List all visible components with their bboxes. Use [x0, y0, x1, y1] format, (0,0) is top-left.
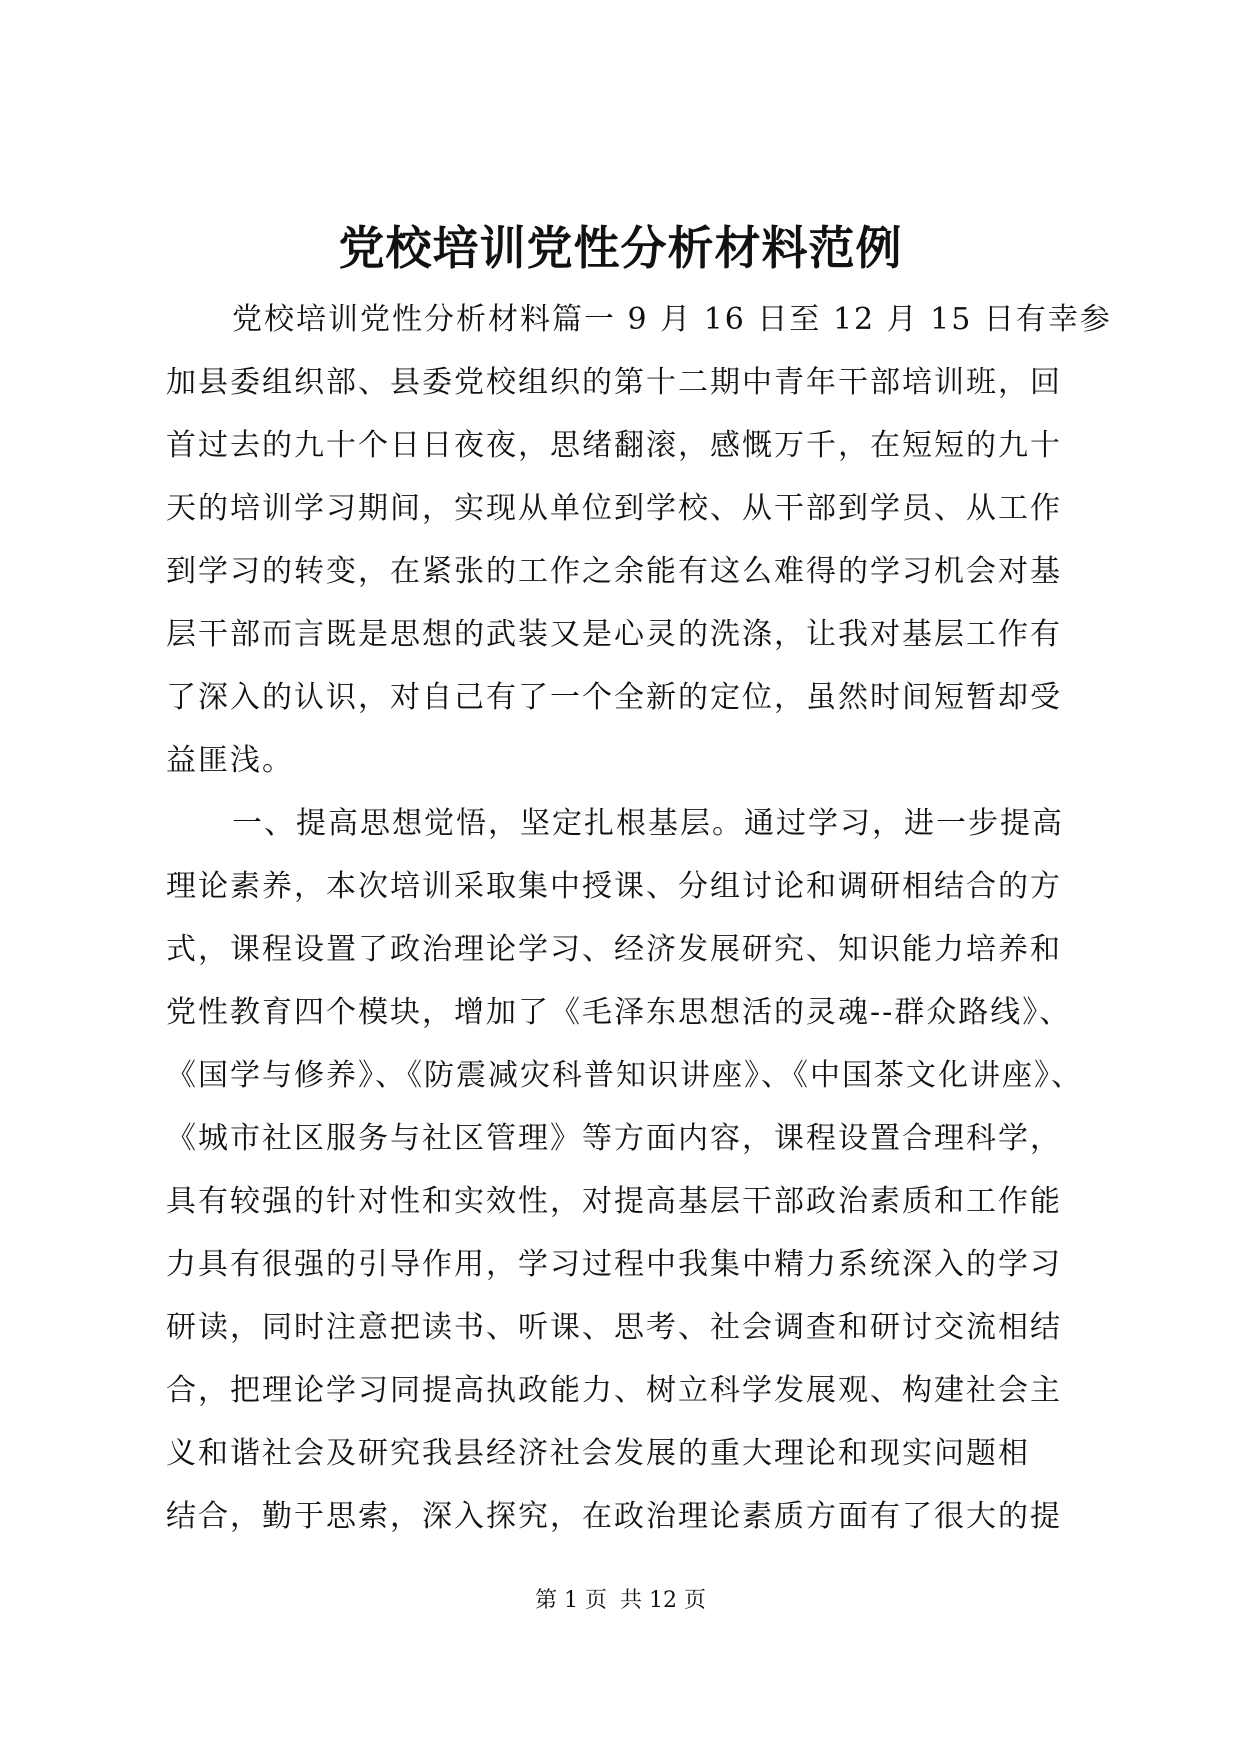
paragraph-line: 加县委组织部、县委党校组织的第十二期中青年干部培训班，回	[166, 365, 1062, 400]
paragraph-line: 益匪浅。	[166, 743, 294, 778]
paragraph-line: 结合，勤于思索，深入探究，在政治理论素质方面有了很大的提	[166, 1499, 1062, 1534]
paragraph-line: 具有较强的针对性和实效性，对提高基层干部政治素质和工作能	[166, 1184, 1062, 1219]
paragraph-line: 义和谐社会及研究我县经济社会发展的重大理论和现实问题相	[166, 1436, 1030, 1471]
document-title: 党校培训党性分析材料范例	[338, 221, 903, 275]
paragraph-line: 《城市社区服务与社区管理》等方面内容，课程设置合理科学，	[166, 1121, 1062, 1156]
paragraph-line: 了深入的认识，对自己有了一个全新的定位，虽然时间短暂却受	[166, 680, 1062, 715]
paragraph-line: 党性教育四个模块，增加了《毛泽东思想活的灵魂--群众路线》、	[166, 995, 1072, 1030]
paragraph-line: 研读，同时注意把读书、听课、思考、社会调查和研讨交流相结	[166, 1310, 1062, 1345]
document-body	[166, 288, 1112, 1548]
paragraph-line: 力具有很强的引导作用，学习过程中我集中精力系统深入的学习	[166, 1247, 1062, 1282]
paragraph-line: 理论素养，本次培训采取集中授课、分组讨论和调研相结合的方	[166, 869, 1062, 904]
paragraph-line: 到学习的转变，在紧张的工作之余能有这么难得的学习机会对基	[166, 554, 1062, 589]
page-footer	[0, 1586, 1241, 1616]
paragraph-line: 层干部而言既是思想的武装又是心灵的洗涤，让我对基层工作有	[166, 617, 1062, 652]
paragraph-line: 《国学与修养》、《防震减灾科普知识讲座》、《中国茶文化讲座》、	[166, 1058, 1083, 1093]
paragraph-line: 式，课程设置了政治理论学习、经济发展研究、知识能力培养和	[166, 932, 1062, 967]
paragraph-line: 党校培训党性分析材料篇一 9 月 16 日至 12 月 15 日有幸参	[232, 302, 1112, 337]
paragraph-line: 一、提高思想觉悟，坚定扎根基层。通过学习，进一步提高	[232, 806, 1064, 841]
paragraph-line: 首过去的九十个日日夜夜，思绪翻滚，感慨万千，在短短的九十	[166, 428, 1062, 463]
paragraph-line: 天的培训学习期间，实现从单位到学校、从干部到学员、从工作	[166, 491, 1062, 526]
page-number-total: 共 12 页	[620, 1588, 706, 1613]
paragraph-line: 合，把理论学习同提高执政能力、树立科学发展观、构建社会主	[166, 1373, 1062, 1408]
page-number-current: 第 1 页	[535, 1588, 607, 1613]
